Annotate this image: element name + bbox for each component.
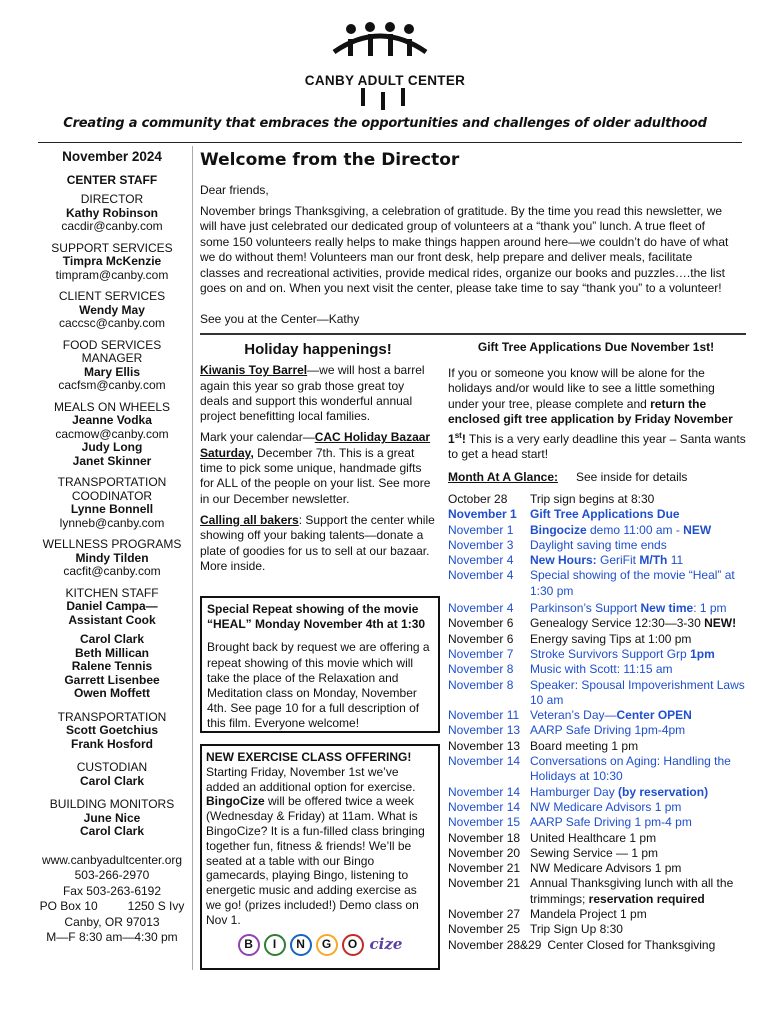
event-text: Gift Tree Applications Due (530, 507, 680, 522)
event-text: Trip sign begins at 8:30 (530, 492, 655, 506)
event-text: Conversations on Aging: Handling the Holidays at 10:30 (530, 754, 731, 784)
tagline: Creating a community that embraces the opportunities and challenges of older adulthood (63, 116, 707, 131)
event-text: Board meeting 1 pm (530, 738, 639, 753)
event-text: Hamburger Day (by reservation) (530, 784, 709, 799)
staff-email[interactable]: cacmow@canby.com (55, 426, 169, 441)
event-row (448, 662, 748, 677)
staff-name: Mary Ellis (83, 364, 141, 379)
bazaar-paragraph (200, 430, 436, 506)
event-row (448, 846, 748, 861)
heal-movie-box (200, 596, 440, 733)
event-date: November 8 (448, 662, 514, 677)
bingo-suffix: cize (369, 935, 403, 954)
fax-number: Fax 503-263-6192 (62, 883, 162, 898)
exercise-text: will be offered twice a week (Wednesday & Friday) at 11am. What is BingoCize? It is a fun-filled class bringing together fun, fitness & friends! We’ll be seated at a table with our Bingo gamecards, playing Bingo, listening to energetic music and adding exercise as we go! (prizes included!) Demo class on Nov 1. (206, 794, 425, 927)
kiwanis-text: —we will host a barrel again this year so grab those great toy deals and support this wonderful annual project benefitting local families. (200, 363, 425, 424)
event-row (448, 831, 748, 846)
bingocize-name: BingoCize (206, 794, 265, 809)
event-text: Genealogy Service 12:30—3-30 NEW! (530, 616, 737, 631)
event-row (448, 907, 748, 922)
event-text: Stroke Survivors Support Grp 1pm (530, 646, 715, 661)
bazaar-pre: Mark your calendar— (200, 430, 315, 445)
logo-legs-icon (345, 88, 425, 110)
staff-name: Beth Millican (74, 645, 149, 660)
staff-custodian (36, 761, 188, 788)
staff-role: BUILDING MONITORS (49, 797, 175, 811)
staff-food (36, 339, 188, 393)
bingo-ball: I (264, 934, 286, 956)
bakers-paragraph (200, 513, 436, 574)
staff-email[interactable]: timpram@canby.com (55, 267, 169, 282)
org-name: CANBY ADULT CENTER (304, 73, 466, 88)
staff-name: Wendy May (79, 302, 145, 317)
event-row (448, 785, 748, 800)
staff-email[interactable]: caccsc@canby.com (59, 316, 165, 330)
event-row (448, 538, 748, 553)
event-row (448, 647, 748, 662)
event-row (448, 739, 748, 754)
exercise-intro: Starting Friday, November 1st we’ve added an additional option for exercise. (206, 764, 416, 794)
event-row (448, 553, 748, 568)
staff-name: Scott Goetchius (65, 723, 158, 737)
staff-name: Frank Hosford (70, 736, 153, 751)
staff-role: MEALS ON WHEELS (53, 399, 171, 414)
staff-name: Janet Skinner (72, 453, 152, 468)
event-text: Music with Scott: 11:15 am (530, 662, 673, 677)
bazaar-heading: CAC Holiday Bazaar Saturday, (200, 430, 431, 460)
month-glance-heading (448, 470, 687, 484)
event-text: Daylight saving time ends (530, 537, 667, 552)
address-city: Canby, OR 97013 (64, 914, 160, 929)
staff-name: Owen Moffett (74, 686, 150, 700)
bakers-text: : Support the center while showing off your baking talents—donate a plate of goodies for us to sell at our bazaar. More inside. (200, 512, 435, 573)
staff-name: Jeanne Vodka (72, 413, 152, 427)
glance-details: See inside for details (576, 470, 688, 484)
staff-role: TRANSPORTATION (57, 475, 167, 489)
staff-role: DIRECTOR (80, 192, 144, 206)
staff-meals (36, 401, 188, 469)
event-text: Veteran’s Day—Center OPEN (530, 708, 692, 723)
event-date: November 4 (448, 568, 514, 583)
staff-wellness (36, 538, 188, 579)
event-text: NW Medicare Advisors 1 pm (530, 799, 682, 814)
event-text: Annual Thanksgiving lunch with all the trimmings; reservation required (530, 876, 734, 906)
header-divider (38, 142, 742, 143)
event-text: Parkinson’s Support New time: 1 pm (530, 601, 727, 616)
event-row (448, 523, 748, 538)
staff-role-line2: MANAGER (81, 351, 143, 365)
staff-name: Assistant Cook (68, 612, 156, 627)
event-row (448, 678, 748, 709)
event-text: Speaker: Spousal Impoverishment Laws 10 am (530, 677, 745, 707)
staff-kitchen (36, 587, 188, 701)
event-date: October 28 (448, 492, 508, 506)
kiwanis-paragraph (200, 363, 436, 424)
staff-transportation (36, 711, 188, 752)
heal-body: Brought back by request we are offering a repeat showing of this movie which will take the place of the Relaxation and Meditation class on Monday, November 4th. See page 10 for a full description of this film. Everyone welcome! (207, 640, 430, 731)
event-date: November 14 (448, 799, 521, 814)
sidebar-divider (192, 146, 193, 970)
bingocize-logo (206, 934, 434, 956)
staff-director (36, 193, 188, 234)
staff-role: FOOD SERVICES (62, 337, 162, 352)
section-divider (200, 333, 746, 335)
staff-role: WELLNESS PROGRAMS (42, 537, 182, 551)
staff-role: TRANSPORTATION (57, 709, 167, 724)
event-text: United Healthcare 1 pm (530, 830, 657, 845)
staff-name: Garrett Lisenbee (64, 672, 160, 687)
event-row (448, 815, 748, 830)
address-line: PO Box 10 1250 S Ivy (39, 899, 185, 913)
staff-role-line2: COODINATOR (71, 488, 153, 503)
staff-name: Kathy Robinson (66, 205, 158, 220)
event-text: AARP Safe Driving 1pm-4pm (530, 723, 686, 738)
event-date: November 15 (448, 815, 521, 830)
event-date: November 13 (448, 723, 521, 738)
event-row (448, 601, 748, 616)
staff-email[interactable]: cacfit@canby.com (63, 564, 161, 578)
event-date: November 21 (448, 861, 521, 876)
holiday-section (200, 342, 436, 580)
event-text: Bingocize demo 11:00 am - NEW (530, 522, 712, 537)
logo (285, 22, 485, 115)
issue-date: November 2024 (62, 149, 162, 164)
canby-logo-icon (330, 22, 440, 66)
event-date: November 6 (448, 631, 514, 646)
heal-title: Special Repeat showing of the movie “HEAL” Monday November 4th at 1:30 (207, 602, 426, 632)
event-row (448, 754, 748, 785)
event-text: Energy saving Tips at 1:00 pm (530, 631, 692, 646)
event-text: Mandela Project 1 pm (530, 907, 647, 922)
staff-email[interactable]: lynneb@canby.com (59, 515, 165, 530)
event-text: NW Medicare Advisors 1 pm (530, 861, 682, 876)
bingo-ball: N (290, 934, 312, 956)
event-date: November 27 (448, 907, 521, 922)
staff-name: Mindy Tilden (75, 550, 149, 565)
exercise-title: NEW EXERCISE CLASS OFFERING! (206, 750, 412, 764)
event-date: November 7 (448, 646, 514, 661)
gift-bold: return the enclosed gift tree application by Friday November 1 (448, 396, 733, 446)
event-row (448, 632, 748, 647)
staff-client (36, 290, 188, 331)
holiday-title: Holiday happenings! (244, 341, 392, 358)
exercise-body (206, 765, 434, 928)
letter-body: November brings Thanksgiving, a celebration of gratitude. By the time you read this newsletter, we will have just celebrated our dedicated group of volunteers at a “thank you” lunch. A true fleet of some 150 volunteers really helps to make things happen around here—we couldn’t do have of what we do without them! Volunteers man our front desk, help prepare and deliver meals, facilitate classes and recreational activities, provide medical rides, organize our books and puzzles….the list goes on and on. When you next visit the center, please take time to say “thank you” to a volunteer! (200, 203, 729, 295)
event-text: Sewing Service — 1 pm (530, 845, 659, 860)
event-date: November 3 (448, 537, 514, 552)
staff-name: Judy Long (81, 440, 143, 454)
event-row (448, 708, 748, 723)
staff-sidebar (36, 146, 188, 946)
bazaar-text: December 7th. This is a great time to pick some unique, handmade gifts for ALL of the people on your list. See more in our December newsletter. (200, 445, 431, 506)
event-row (448, 616, 748, 631)
event-date: November 4 (448, 553, 514, 568)
bingo-ball: G (316, 934, 338, 956)
event-date: November 14 (448, 754, 521, 769)
staff-monitors (36, 798, 188, 839)
event-date: November 11 (448, 708, 520, 723)
staff-email[interactable]: cacfsm@canby.com (58, 378, 166, 392)
event-list (448, 492, 748, 953)
staff-name: Carol Clark (79, 632, 145, 646)
gift-tree-body (448, 366, 748, 462)
letter-signoff: See you at the Center—Kathy (200, 312, 360, 326)
event-row (448, 507, 748, 522)
event-text: Center Closed for Thanksgiving (547, 937, 716, 952)
gift-sup: st (454, 430, 462, 440)
staff-name: Daniel Campa— (66, 599, 158, 613)
staff-heading: CENTER STAFF (66, 172, 158, 187)
event-date: November 8 (448, 677, 514, 692)
staff-role: CUSTODIAN (76, 760, 148, 774)
event-text: New Hours: GeriFit M/Th 11 (530, 553, 684, 568)
event-date: November 28&29 (448, 937, 542, 952)
director-title: Welcome from the Director (200, 150, 460, 170)
staff-name: Ralene Tennis (71, 659, 153, 673)
event-row (448, 922, 748, 937)
event-date: November 6 (448, 616, 514, 631)
gift-post: This is a very early deadline this year – Santa wants to get a head start! (448, 431, 746, 462)
event-date: November 13 (448, 738, 521, 753)
website-link[interactable]: www.canbyadultcenter.org (41, 852, 183, 867)
event-date: November 25 (448, 922, 521, 937)
event-text: Special showing of the movie “Heal” at 1:30 pm (530, 568, 735, 598)
gift-tree-title: Gift Tree Applications Due November 1st! (477, 340, 715, 354)
event-date: November 14 (448, 784, 521, 799)
event-row (448, 723, 748, 738)
staff-support (36, 242, 188, 283)
event-date: November 4 (448, 601, 514, 616)
event-row (448, 938, 748, 953)
gift-bold-end: ! (461, 431, 466, 446)
staff-transport-coord (36, 476, 188, 530)
bingo-ball: B (238, 934, 260, 956)
gift-pre: If you or someone you know will be alone for the holidays and/or would like to see a little something under your tree, please complete and (448, 366, 715, 411)
staff-role: SUPPORT SERVICES (51, 240, 173, 255)
event-row (448, 861, 748, 876)
event-date: November 18 (448, 830, 521, 845)
event-row (448, 492, 748, 507)
event-text: Trip Sign Up 8:30 (530, 922, 623, 937)
contact-info (36, 853, 188, 946)
bingo-ball: O (342, 934, 364, 956)
event-text: AARP Safe Driving 1 pm-4 pm (530, 815, 692, 830)
bakers-heading: Calling all bakers (200, 512, 299, 527)
phone-number: 503-266-2970 (74, 868, 150, 882)
glance-label: Month At A Glance: (448, 470, 558, 484)
staff-role: CLIENT SERVICES (58, 289, 166, 303)
staff-name: Lynne Bonnell (70, 502, 154, 516)
kiwanis-heading: Kiwanis Toy Barrel (200, 363, 308, 378)
letter-greeting: Dear friends, (200, 183, 269, 197)
office-hours: M—F 8:30 am—4:30 pm (46, 930, 178, 944)
event-row (448, 568, 748, 599)
exercise-box (200, 744, 440, 970)
event-row (448, 800, 748, 815)
staff-name: Carol Clark (79, 824, 145, 838)
staff-name: Timpra McKenzie (62, 254, 162, 268)
staff-email[interactable]: cacdir@canby.com (61, 219, 163, 233)
event-row (448, 876, 748, 907)
director-letter (200, 183, 735, 302)
event-date: November 20 (448, 845, 521, 860)
event-date: November 1 (448, 507, 517, 522)
staff-name: Carol Clark (79, 773, 145, 788)
event-date: November 21 (448, 876, 521, 891)
staff-name: June Nice (83, 810, 141, 825)
event-date: November 1 (448, 522, 514, 537)
staff-role: KITCHEN STAFF (65, 585, 159, 600)
